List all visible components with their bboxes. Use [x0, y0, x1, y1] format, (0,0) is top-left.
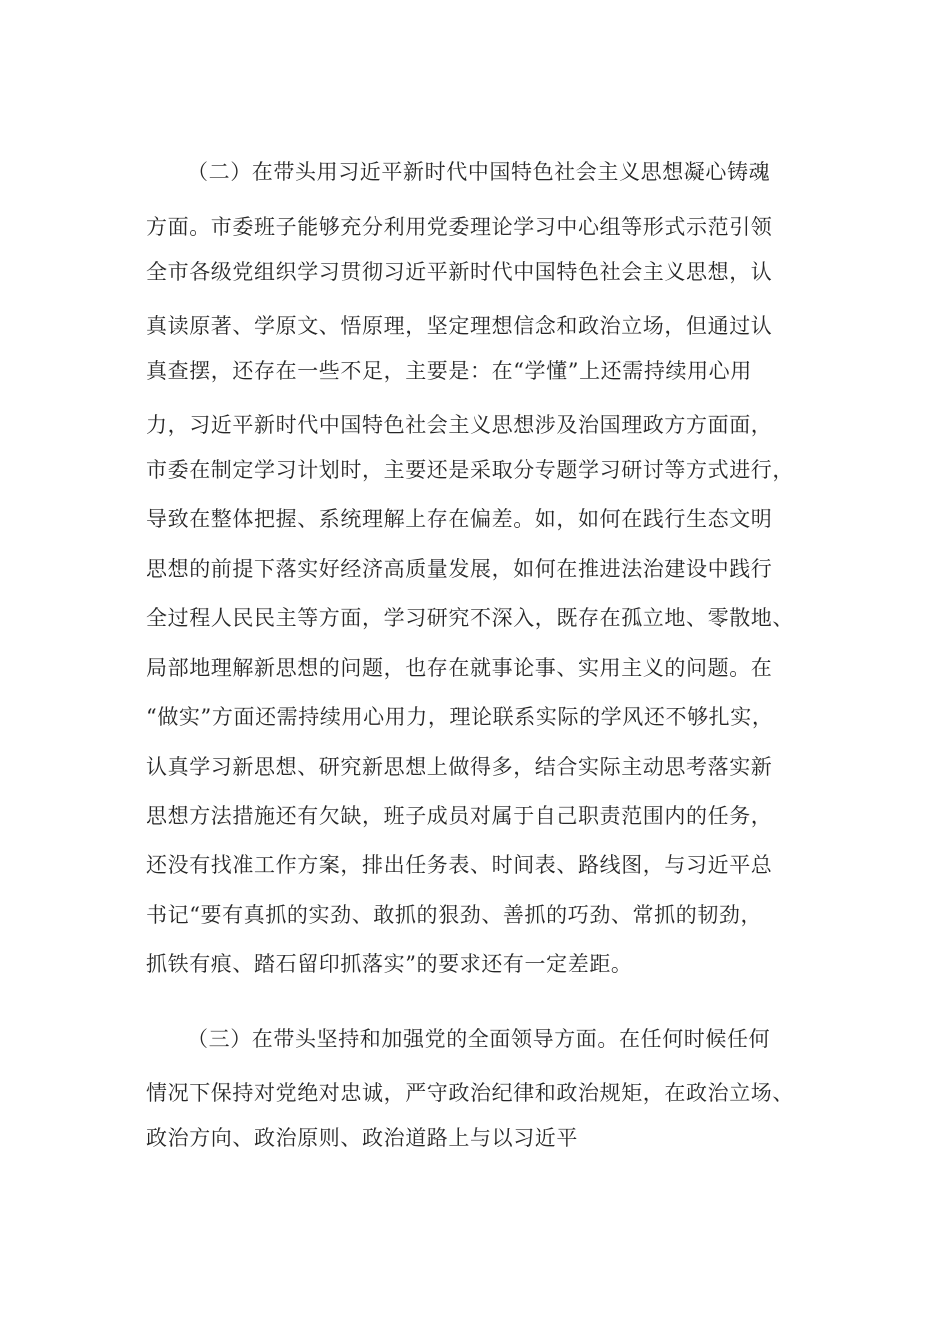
text-line: 还没有找准工作方案，排出任务表、时间表、路线图，与习近平总 — [146, 853, 773, 877]
text-line: 思想方法措施还有欠缺，班子成员对属于自己职责范围内的任务， — [146, 804, 773, 828]
text-line: 政治方向、政治原则、政治道路上与以习近平 — [146, 1126, 578, 1150]
text-line: （二）在带头用习近平新时代中国特色社会主义思想凝心铸魂 — [187, 160, 771, 184]
text-line: 真查摆，还存在一些不足，主要是：在“学懂”上还需持续用心用 — [146, 359, 752, 383]
text-line: 方面。市委班子能够充分利用党委理论学习中心组等形式示范引领 — [146, 215, 773, 239]
text-line: （三）在带头坚持和加强党的全面领导方面。在任何时候任何 — [187, 1027, 771, 1051]
text-line: 抓铁有痕、踏石留印抓落实”的要求还有一定差距。 — [146, 952, 633, 976]
text-line: 真读原著、学原文、悟原理，坚定理想信念和政治立场，但通过认 — [146, 314, 773, 338]
text-line: 情况下保持对党绝对忠诚，严守政治纪律和政治规矩，在政治立场、 — [146, 1081, 794, 1105]
text-line: 全市各级党组织学习贯彻习近平新时代中国特色社会主义思想，认 — [146, 260, 773, 284]
text-line: 力，习近平新时代中国特色社会主义思想涉及治国理政方方面面， — [146, 413, 773, 437]
text-line: 书记“要有真抓的实劲、敢抓的狠劲、善抓的巧劲、常抓的韧劲， — [146, 903, 763, 927]
text-line: 认真学习新思想、研究新思想上做得多，结合实际主动思考落实新 — [146, 755, 773, 779]
text-line: 思想的前提下落实好经济高质量发展，如何在推进法治建设中践行 — [146, 557, 773, 581]
text-line: “做实”方面还需持续用心用力，理论联系实际的学风还不够扎实， — [146, 705, 774, 729]
text-line: 全过程人民民主等方面，学习研究不深入，既存在孤立地、零散地、 — [146, 606, 794, 630]
text-line: 市委在制定学习计划时，主要还是采取分专题学习研讨等方式进行， — [146, 458, 794, 482]
text-line: 导致在整体把握、系统理解上存在偏差。如，如何在践行生态文明 — [146, 507, 773, 531]
text-line: 局部地理解新思想的问题，也存在就事论事、实用主义的问题。在 — [146, 656, 773, 680]
